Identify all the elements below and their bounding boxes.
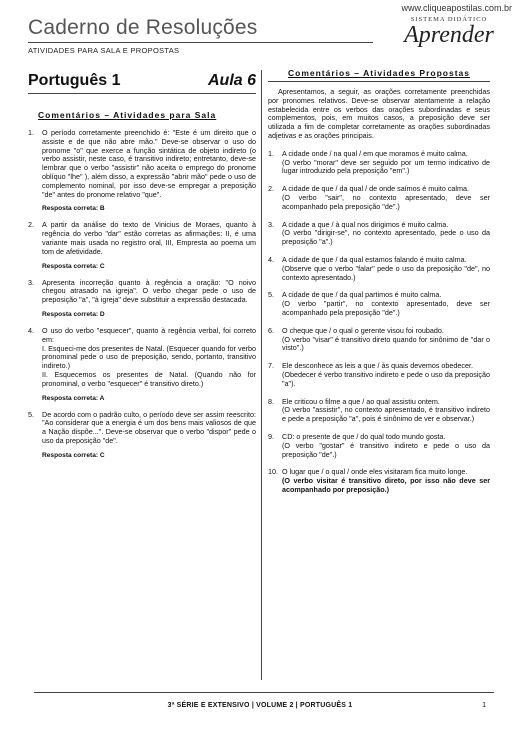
item-sentence: Ele desconhece as leis a que / às quais devemos obedecer. — [282, 361, 473, 371]
item-number: 2. — [268, 184, 274, 194]
answer-label: Resposta correta: B — [42, 205, 105, 213]
page-header-subtitle: ATIVIDADES PARA SALA E PROPOSTAS — [28, 46, 180, 55]
item-sentence: A cidade onde / na qual / em que moramos é muito calma. — [282, 148, 468, 158]
list-item — [268, 362, 490, 388]
site-url: www.cliqueapostilas.com.br — [401, 3, 512, 13]
item-note: (O verbo "gostar" é transitivo indireto e pede o uso da preposição "de".) — [282, 440, 490, 459]
list-item — [268, 291, 490, 317]
item-note: (Observe que o verbo "falar" pede o uso da preposição "de", no contexto apresentado.) — [282, 263, 490, 282]
section-title-sala: Comentários – Atividades para Sala — [38, 110, 217, 120]
item-sentence: A cidade de que / da qual / de onde saímos é muito calma. — [282, 184, 469, 194]
question-extra-line: I. Esqueci-me dos presentes de Natal. (Esquecer quando for verbo pronominal pede o uso de preposição, sendo, portanto, transitivo indireto.) — [42, 343, 256, 371]
item-number: 9. — [268, 431, 274, 441]
question-item — [28, 221, 256, 256]
item-note: (Obedecer é verbo transitivo indireto e pede o uso da preposição "a"). — [282, 369, 490, 388]
page-header-title: Caderno de Resoluções — [28, 16, 258, 39]
page-number: 1 — [482, 702, 486, 709]
item-note: (O verbo "assistir", no contexto apresentado, é transitivo indireto e pede a preposição "a", pois é sinônimo de ver e observar.) — [282, 405, 490, 424]
item-number: 10. — [268, 467, 278, 477]
footer-divider — [34, 692, 494, 693]
item-number: 7. — [268, 361, 274, 371]
question-number: 2. — [28, 220, 34, 230]
item-sentence: O lugar que / o qual / onde eles visitaram fica muito longe. — [282, 467, 468, 477]
question-text: Apresenta incorreção quanto à regência a oração: "O noivo chegou atrasado na igreja". O verbo chegar pede o uso de preposição "a", "à igreja" deve substituir a expressão destacada. — [42, 277, 256, 305]
logo-system-text: SISTEMA DIDÁTICO — [410, 16, 488, 23]
intro-paragraph: Apresentamos, a seguir, as orações corretamente preenchidas por pronomes relativos. Deve-se observar atentamente a relação estabelecida entre os verbos das orações subordinadas e seus complementos, pois, em muitos casos, a preposição deve ser utilizada a fim de completar corretamente as orações subordinadas adjetivas e as orações principais. — [268, 87, 490, 140]
lesson-label: Aula 6 — [207, 72, 256, 89]
item-note: (O verbo "partir", no contexto apresentado, deve ser acompanhado pela preposição "de".) — [282, 299, 490, 317]
question-text: De acordo com o padrão culto, o período deve ser assim reescrito: "Ao considerar que a energia é um dos bens mais valiosos de que a Nação dispõe...". Deve-se observar que o verbo "dispor" pede o uso da preposição "de". — [42, 409, 256, 445]
subject-row — [28, 72, 256, 94]
answer-label: Resposta correta: D — [42, 310, 105, 318]
left-column — [28, 72, 256, 459]
logo-brand-text: Aprender — [404, 22, 494, 48]
page-footer: 3ª SÉRIE E EXTENSIVO | VOLUME 2 | PORTUGUÊS 1 — [167, 702, 353, 709]
item-number: 4. — [268, 254, 274, 264]
list-item — [268, 433, 490, 459]
item-note: (O verbo "dirigir-se", no contexto apresentado, pede o uso da preposição "a".) — [282, 228, 490, 247]
item-sentence: A cidade de que / da qual partimos é muito calma. — [282, 290, 442, 300]
question-text: A partir da análise do texto de Vinicius de Moraes, quanto à regência do verbo "dar" estão corretas as afirmações: II, é uma variante mais usada no registro oral, III, Empresta ao poema um tom de afetividade. — [42, 220, 256, 256]
item-number: 1. — [268, 148, 274, 158]
answer-label: Resposta correta: A — [42, 394, 105, 402]
item-number: 5. — [268, 290, 274, 300]
item-number: 8. — [268, 396, 274, 406]
question-number: 1. — [28, 128, 34, 137]
question-text-block — [42, 327, 256, 389]
list-item — [268, 256, 490, 282]
item-sentence: O cheque que / o qual o gerente visou foi roubado. — [282, 325, 444, 335]
item-note: (O verbo visitar é transitivo direto, por isso não deve ser acompanhado por preposição.) — [282, 476, 490, 494]
question-item — [28, 327, 256, 389]
answer-label: Resposta correta: C — [42, 262, 105, 270]
list-item — [268, 468, 490, 494]
item-sentence: CD: o presente de que / do qual todo mundo gosta. — [282, 431, 446, 441]
question-number: 4. — [28, 325, 34, 335]
list-item — [268, 150, 490, 176]
question-item — [28, 129, 256, 199]
question-number: 3. — [28, 277, 34, 287]
item-note: (O verbo "morar" deve ser seguido por um termo indicativo de lugar introduzido pela preposição "em".) — [282, 157, 490, 176]
answer-label: Resposta correta: C — [42, 451, 105, 459]
item-sentence: A cidade de que / da qual estamos falando é muito calma. — [282, 254, 467, 264]
question-number: 5. — [28, 409, 34, 419]
item-number: 3. — [268, 219, 274, 229]
question-extra-line: II. Esquecemos os presentes de Natal. (Quando não for pronominal, o verbo "esquecer" é transitivo direto.) — [42, 369, 256, 388]
right-column — [268, 68, 490, 495]
question-item — [28, 411, 256, 446]
item-sentence: Ele criticou o filme a que / ao qual assistiu ontem. — [282, 396, 440, 406]
column-divider — [261, 70, 262, 680]
subject-title: Português 1 — [28, 72, 121, 89]
list-item — [268, 398, 490, 424]
item-note: (O verbo "visar" é transitivo direto quando for sinônimo de "dar o visto".) — [282, 334, 490, 353]
item-sentence: A cidade a que / à qual nos dirigimos é muito calma. — [282, 219, 449, 229]
section-title-propostas: Comentários – Atividades Propostas — [268, 68, 490, 82]
item-number: 6. — [268, 325, 274, 335]
list-item — [268, 221, 490, 247]
question-text: O período corretamente preenchido é: "Este é um direito que o assiste e de que não abre mão." Deve-se observar o uso do pronome "o" que exerce a função sintática de objeto indireto (o verbo assistir, neste caso, é transitivo indireto; entretanto, deve-se lembrar que o verbo "assistir" não aceita o emprego do pronome oblíquo "lhe" ), além disso, a expressão "abrir mão" pede o uso de complemento nominal, por isso deve-se empregar a preposição "de" antes do pronome relativo "que". — [42, 128, 256, 199]
list-item — [268, 185, 490, 211]
brand-logo — [394, 16, 504, 47]
question-item — [28, 279, 256, 305]
item-note: (O verbo "sair", no contexto apresentado, deve ser acompanhado pela preposição "de".) — [282, 192, 490, 211]
list-item — [268, 327, 490, 353]
question-text: O uso do verbo "esquecer", quanto à regência verbal, foi correto em: — [42, 325, 256, 344]
header-divider — [28, 42, 373, 43]
